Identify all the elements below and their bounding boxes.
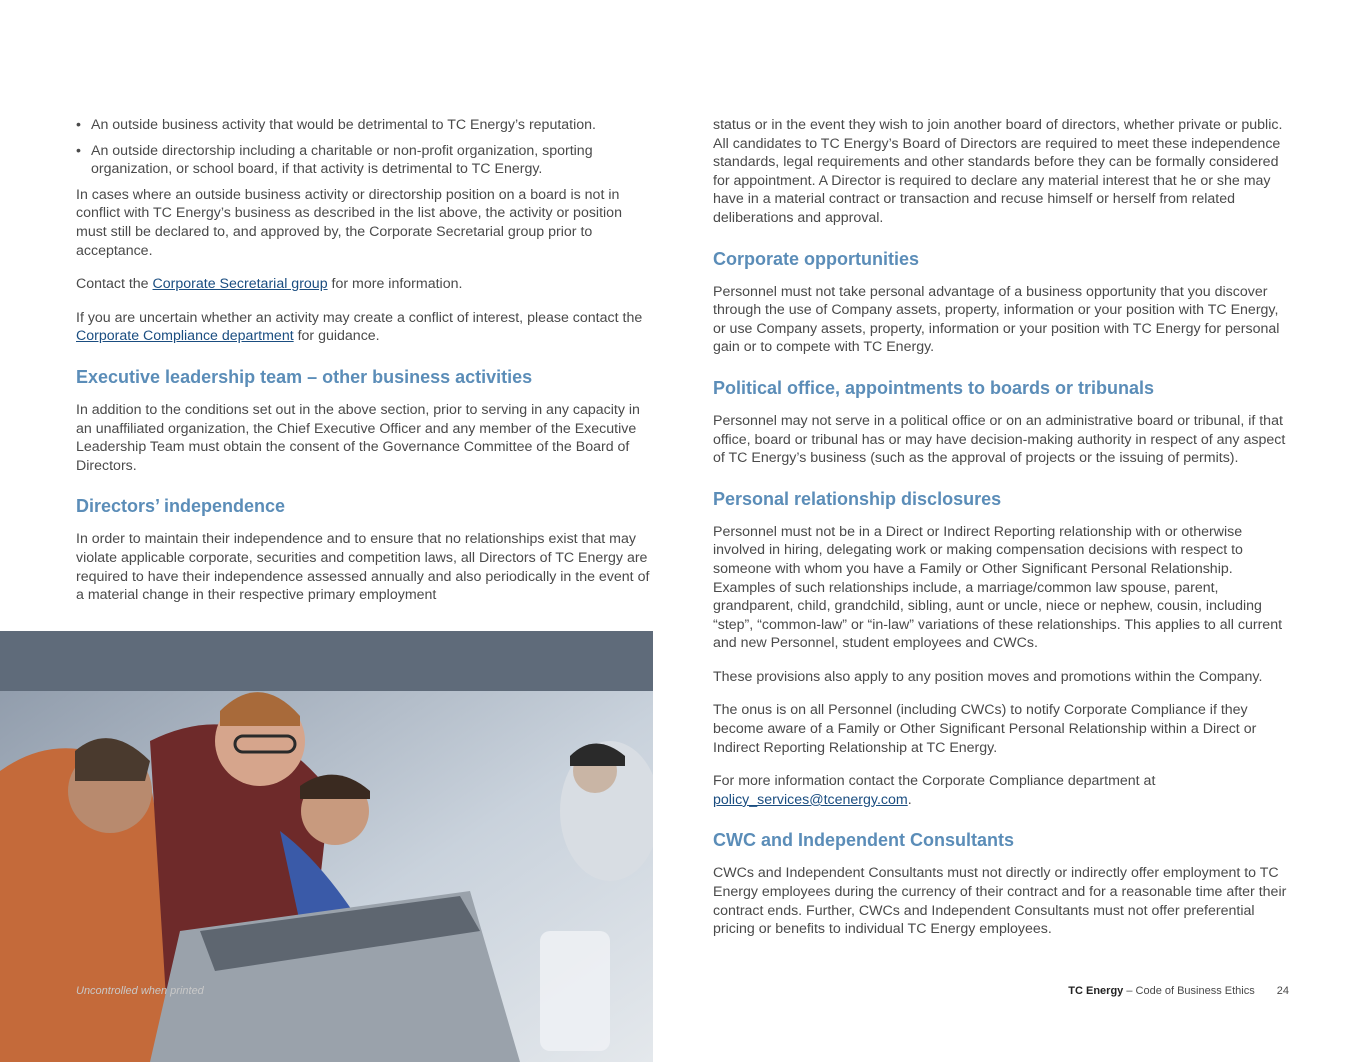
right-column	[713, 116, 1293, 954]
heading-personal-relationship: Personal relationship disclosures	[713, 488, 1002, 509]
heading-political-office: Political office, appointments to boards or tribunals	[713, 377, 1155, 398]
paragraph: These provisions also apply to any position moves and promotions within the Company.	[713, 668, 1263, 685]
corporate-compliance-link[interactable]: Corporate Compliance department	[76, 328, 294, 345]
paragraph: Personnel must not be in a Direct or Indirect Reporting relationship with or otherwise involved in hiring, delegating work or making compensation decisions with respect to someone with whom you have a Family or Other Significant Personal Relationship. Examples of such relationships include, a marriage/common law spouse, parent, grandparent, child, grandchild, sibling, aunt or uncle, niece or nephew, cousin, including “step”, “common-law” or “in-law” variations of these relationships. This applies to all current and new Personnel, student employees and CWCs.	[713, 523, 1283, 652]
paragraph	[76, 309, 654, 346]
page-number: 24	[1276, 985, 1289, 997]
brand-name: TC Energy	[1068, 985, 1124, 997]
text: for more information.	[327, 276, 463, 293]
paragraph: CWCs and Independent Consultants must not directly or indirectly offer employment to TC Energy employees during the currency of their contract and for a reasonable time after their contract ends. Further, CWCs and Independent Consultants must not offer preferential pricing or benefits to individual TC Energy employees.	[713, 865, 1287, 938]
uncontrolled-notice: Uncontrolled when printed	[76, 985, 204, 997]
paragraph: Personnel may not serve in a political office or on an administrative board or tribunal, if that office, board or tribunal has or may have decision-making authority in respect of any aspect of TC Energy’s business (such as the approval of projects or the issuing of permits).	[713, 412, 1286, 467]
text: For more information contact the Corporate Compliance department at	[713, 773, 1156, 790]
workers-photo	[0, 631, 653, 1062]
heading-executive-leadership: Executive leadership team – other business activities	[76, 366, 533, 387]
left-column	[76, 116, 654, 620]
paragraph: In order to maintain their independence and to ensure that no relationships exist that may violate applicable corporate, securities and competition laws, all Directors of TC Energy are required to have their independence assessed annually and also periodically in the event of a material change in their respective primary employment	[76, 531, 650, 604]
policy-services-email-link[interactable]: policy_services@tcenergy.com	[713, 791, 908, 808]
paragraph	[76, 275, 654, 294]
paragraph: In cases where an outside business activity or directorship position on a board is not in conflict with TC Energy’s business as described in the list above, the activity or position must still be declared to, and approved by, the Corporate Secretarial group prior to acceptance.	[76, 186, 622, 259]
corporate-secretarial-link[interactable]: Corporate Secretarial group	[152, 276, 328, 293]
heading-cwc-consultants: CWC and Independent Consultants	[713, 830, 1014, 851]
paragraph: Personnel must not take personal advantage of a business opportunity that you discover through the use of Company assets, property, information or your position with TC Energy, or use Company assets, property, information or your position with TC Energy for personal gain or to compete with TC Energy.	[713, 283, 1280, 356]
heading-corporate-opportunities: Corporate opportunities	[713, 248, 919, 269]
paragraph: The onus is on all Personnel (including CWCs) to notify Corporate Compliance if they become aware of a Family or Other Significant Personal Relationship within a Direct or Indirect Reporting Relationship at TC Energy.	[713, 702, 1257, 756]
text: If you are uncertain whether an activity may create a conflict of interest, please contact the	[76, 309, 643, 326]
bullet-item: • An outside business activity that would be detrimental to TC Energy’s reputation.	[76, 116, 654, 135]
page-footer	[1068, 985, 1289, 997]
bullet-item: • An outside directorship including a charitable or non-profit organization, sporting organization, or school board, if that activity is detrimental to TC Energy.	[76, 142, 654, 179]
document-title: – Code of Business Ethics	[1123, 985, 1255, 997]
paragraph	[713, 772, 1293, 809]
text: Contact the	[76, 276, 153, 293]
paragraph: status or in the event they wish to join another board of directors, whether private or public. All candidates to TC Energy’s Board of Directors are required to meet these independence standards, legal requirements and other standards before they can be formally considered for appointment. A Director is required to declare any material interest that he or she may have in a material contract or transaction and recuse himself or herself from related deliberations and approval.	[713, 117, 1283, 226]
bullet-list	[76, 116, 654, 179]
text: .	[907, 791, 912, 808]
heading-directors-independence: Directors’ independence	[76, 496, 286, 517]
paragraph: In addition to the conditions set out in the above section, prior to serving in any capacity in an unaffiliated organization, the Chief Executive Officer and any member of the Executive Leadership Team must obtain the consent of the Governance Committee of the Board of Directors.	[76, 401, 640, 474]
text: for guidance.	[293, 328, 380, 345]
